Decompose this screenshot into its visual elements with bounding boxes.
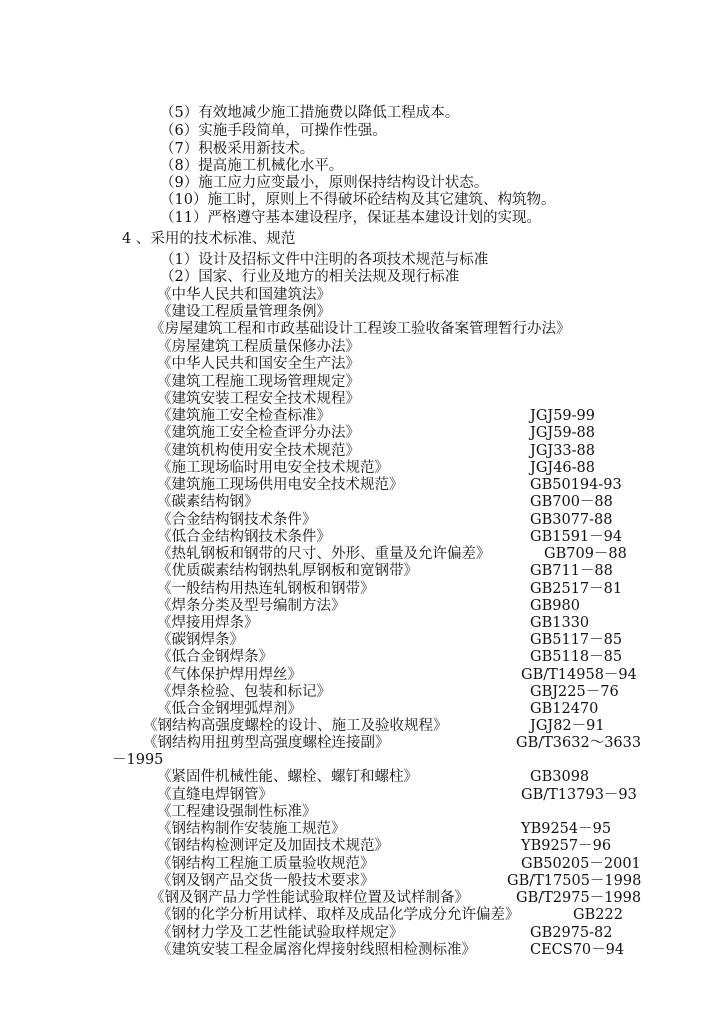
standard-name: 《钢结构高强度螺栓的设计、施工及验收规程》 xyxy=(143,718,448,734)
standard-name: 《低合金钢焊条》 xyxy=(157,649,273,665)
standard-code: GB222 xyxy=(573,907,623,923)
standard-name: 《热轧钢板和钢带的尺寸、外形、重量及允许偏差》 xyxy=(157,546,491,562)
standard-name: 《碳素结构钢》 xyxy=(157,494,259,510)
standard-code: GB50194-93 xyxy=(530,477,622,493)
standard-name: 《紧固件机械性能、螺栓、螺钉和螺柱》 xyxy=(157,769,418,785)
standard-name: 《钢结构工程施工质量验收规范》 xyxy=(157,856,375,872)
standard-name: 《低合金结构钢技术条件》 xyxy=(157,529,331,545)
section-heading: 4 、采用的技术标准、规范 xyxy=(122,231,296,247)
standard-code: GB2517－81 xyxy=(530,581,623,597)
basis-item: （2）国家、行业及地方的相关法规及现行标准 xyxy=(160,269,460,285)
standard-code: GB711－88 xyxy=(530,563,613,579)
standard-name: 《建筑施工安全检查评分办法》 xyxy=(157,425,360,441)
standard-name: 《钢结构检测评定及加固技术规范》 xyxy=(157,838,389,854)
standard-code: GB50205－2001 xyxy=(521,856,641,872)
standard-code: GB/T3632～3633 xyxy=(516,735,642,751)
standard-name: 《建筑机构使用安全技术规范》 xyxy=(157,443,360,459)
standard-code: GB980 xyxy=(530,598,580,614)
goal-item: （11）严格遵守基本建设程序，保证基本建设计划的实现。 xyxy=(160,210,541,226)
standard-code: GB/T2975－1998 xyxy=(516,890,642,906)
standard-name: 《钢结构用扭剪型高强度螺栓连接副》 xyxy=(143,735,390,751)
standard-name: 《优质碳素结构钢热轧厚钢板和宽钢带》 xyxy=(157,563,418,579)
standard-code: JGJ82－91 xyxy=(530,718,605,734)
law-item: 《建筑安装工程安全技术规程》 xyxy=(157,391,360,407)
standard-code: GB709－88 xyxy=(544,546,627,562)
standard-name: 《焊接用焊条》 xyxy=(157,615,259,631)
law-item: 《中华人民共和国建筑法》 xyxy=(157,287,331,303)
standard-code: GB700－88 xyxy=(530,494,613,510)
basis-item: （1）设计及招标文件中注明的各项技术规范与标准 xyxy=(160,252,489,268)
standard-code: GB5117－85 xyxy=(530,632,623,648)
standard-code: GB2975-82 xyxy=(530,925,613,941)
standard-code: GB1330 xyxy=(530,615,590,631)
standard-name: 《建筑施工安全检查标准》 xyxy=(157,408,331,424)
standard-name: 《碳钢焊条》 xyxy=(157,632,244,648)
goal-item: （9）施工应力应变最小，原则保持结构设计状态。 xyxy=(160,175,489,191)
standard-code: JGJ59-99 xyxy=(530,408,596,424)
standard-name: 《钢材力学及工艺性能试验取样规定》 xyxy=(157,925,404,941)
law-item: 《房屋建筑工程质量保修办法》 xyxy=(157,339,360,355)
standard-code: GB3077-88 xyxy=(530,512,613,528)
standard-code: GB/T17505－1998 xyxy=(507,873,642,889)
standard-name: 《一般结构用热连轧钢板和钢带》 xyxy=(157,581,375,597)
standard-name: 《直缝电焊钢管》 xyxy=(157,787,273,803)
law-item: 《建筑工程施工现场管理规定》 xyxy=(157,374,360,390)
law-item: 《房屋建筑工程和市政基础设计工程竣工验收备案管理暂行办法》 xyxy=(150,321,571,337)
standard-name: 《建筑安装工程金属溶化焊接射线照相检测标准》 xyxy=(157,942,476,958)
law-item: 《建设工程质量管理条例》 xyxy=(157,304,331,320)
standard-name: 《气体保护焊用焊丝》 xyxy=(157,667,302,683)
standard-code: CECS70－94 xyxy=(530,942,625,958)
standard-name: 《钢及钢产品力学性能试验取样位置及试样制备》 xyxy=(150,890,469,906)
goal-item: （5）有效地减少施工措施费以降低工程成本。 xyxy=(160,105,460,121)
standard-code: GB1591－94 xyxy=(530,529,623,545)
standard-code: GB/T13793－93 xyxy=(521,787,637,803)
standard-code: YB9254－95 xyxy=(521,821,612,837)
law-item: 《中华人民共和国安全生产法》 xyxy=(157,356,360,372)
standard-code: JGJ59-88 xyxy=(530,425,596,441)
standard-name: 《工程建设强制性标准》 xyxy=(157,804,317,820)
standard-code: YB9257－96 xyxy=(521,838,612,854)
standard-code: GB5118－85 xyxy=(530,649,623,665)
wrapped-code-continuation: －1995 xyxy=(112,752,164,768)
standard-code: GB/T14958－94 xyxy=(521,667,637,683)
standard-code: GB12470 xyxy=(530,701,599,717)
standard-code: JGJ46-88 xyxy=(530,460,596,476)
standard-name: 《建筑施工现场供用电安全技术规范》 xyxy=(157,477,404,493)
standard-name: 《钢结构制作安装施工规范》 xyxy=(157,821,346,837)
goal-item: （8）提高施工机械化水平。 xyxy=(160,158,344,174)
standard-code: GBJ225－76 xyxy=(530,684,619,700)
standard-name: 《焊条检验、包装和标记》 xyxy=(157,684,331,700)
standard-name: 《钢的化学分析用试样、取样及成品化学成分允许偏差》 xyxy=(157,907,520,923)
goal-item: （7）积极采用新技术。 xyxy=(160,141,315,157)
standard-name: 《低合金钢埋弧焊剂》 xyxy=(157,701,302,717)
goal-item: （10）施工时，原则上不得破坏砼结构及其它建筑、构筑物。 xyxy=(160,192,556,208)
standard-name: 《合金结构钢技术条件》 xyxy=(157,512,317,528)
standard-name: 《施工现场临时用电安全技术规范》 xyxy=(157,460,389,476)
goal-item: （6）实施手段简单，可操作性强。 xyxy=(160,123,387,139)
standard-name: 《焊条分类及型号编制方法》 xyxy=(157,598,346,614)
standard-code: GB3098 xyxy=(530,769,590,785)
standard-name: 《钢及钢产品交货一般技术要求》 xyxy=(157,873,375,889)
standard-code: JGJ33-88 xyxy=(530,443,596,459)
